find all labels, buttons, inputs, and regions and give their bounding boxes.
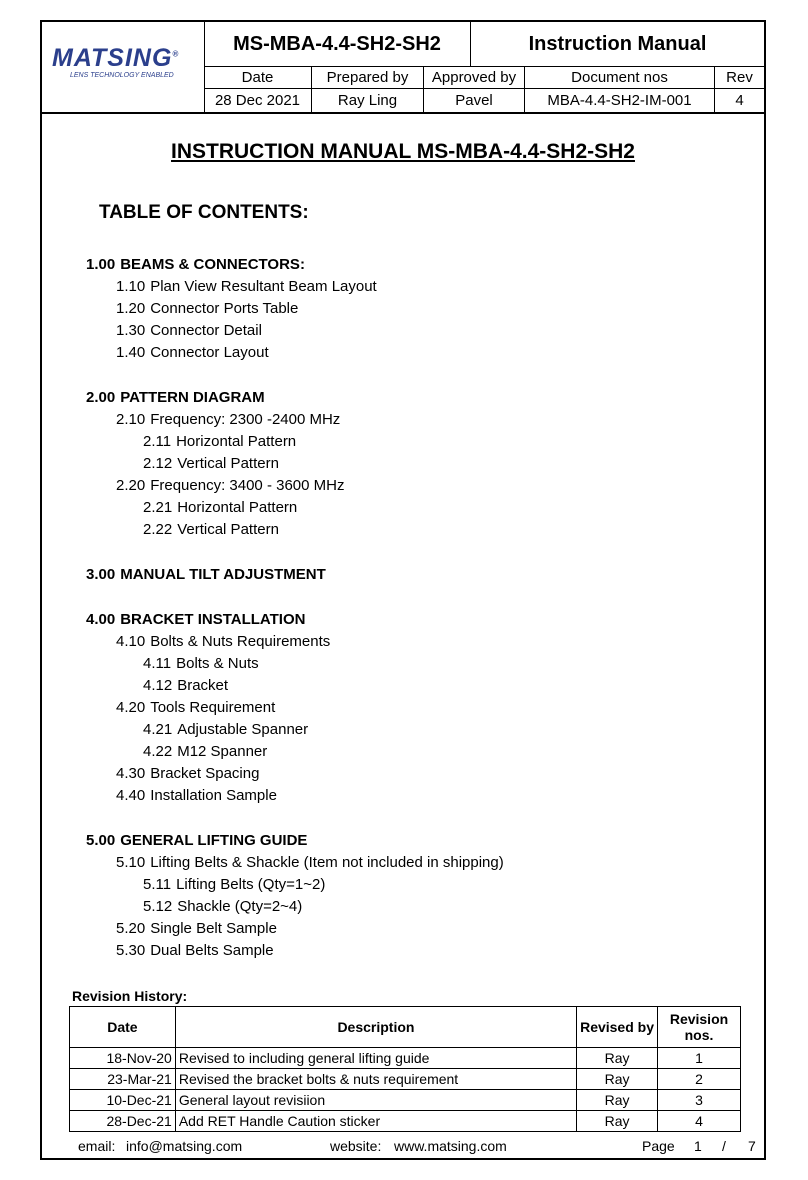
col-rev-header: Rev [715,67,764,89]
approved-by: Pavel [424,89,525,112]
toc-item-text: GENERAL LIFTING GUIDE [120,832,308,849]
toc-item-text: Bracket [177,677,229,694]
page-frame [40,20,766,1160]
rev-col-description: Description [175,1007,576,1048]
toc-item [116,854,504,871]
toc-item-text: Vertical Pattern [177,455,279,472]
rev-nos: 4 [658,1111,741,1132]
toc-item-number: 3.00 [86,566,116,583]
toc-item-number: 1.30 [116,322,146,339]
toc-item [116,322,262,339]
revision-number: 4 [735,92,744,109]
col-prepared-header: Prepared by [312,67,424,89]
website-link[interactable]: www.matsing.com [394,1138,507,1154]
rev-date: 10-Dec-21 [70,1090,176,1111]
toc-item [116,765,259,782]
rev-description: Revised the bracket bolts & nuts requirement [175,1069,576,1090]
toc-item [143,433,296,450]
toc-item [143,655,259,672]
toc-item [116,477,344,494]
toc-item-text: Installation Sample [150,787,277,804]
toc-item [143,677,228,694]
page-footer [42,1138,764,1158]
toc-item-text: Connector Layout [150,344,269,361]
toc-item-number: 2.20 [116,477,146,494]
toc-item [116,411,340,428]
table-row [70,1090,741,1111]
rev-nos: 3 [658,1090,741,1111]
model-title: MS-MBA-4.4-SH2-SH2 [204,22,471,67]
rev-date: 23-Mar-21 [70,1069,176,1090]
toc-item [143,455,279,472]
logo [42,22,205,112]
brand-name: MATSING [52,44,173,72]
toc-item-text: Single Belt Sample [150,920,277,937]
toc-item-number: 5.11 [143,876,172,893]
toc-item [143,499,297,516]
toc-item [143,721,308,738]
toc-item-number: 4.00 [86,611,116,628]
toc-item [116,699,275,716]
toc-item-number: 4.12 [143,677,173,694]
page-label: Page [642,1138,675,1154]
table-row [70,1048,741,1069]
toc-item [86,256,305,273]
toc-item [143,521,279,538]
col-approved-header: Approved by [424,67,525,89]
toc-item-text: Plan View Resultant Beam Layout [150,278,377,295]
toc-item-text: BEAMS & CONNECTORS: [120,256,305,273]
rev-revised-by: Ray [577,1090,658,1111]
toc-item-text: BRACKET INSTALLATION [120,611,306,628]
toc-item-number: 2.22 [143,521,173,538]
toc-item-text: Vertical Pattern [177,521,279,538]
rev-revised-by: Ray [577,1069,658,1090]
toc-item [116,300,298,317]
toc-item-text: Shackle (Qty=2~4) [177,898,303,915]
toc-item-text: Frequency: 2300 -2400 MHz [150,411,341,428]
rev-nos: 1 [658,1048,741,1069]
page-number: 1 [694,1138,702,1154]
toc-item [143,876,325,893]
col-date-header: Date [204,67,312,89]
toc-item-number: 5.00 [86,832,116,849]
toc-item-text: Bolts & Nuts Requirements [150,633,331,650]
document-number: MBA-4.4-SH2-IM-001 [525,89,715,112]
website-label: website: [330,1138,382,1154]
toc-item-text: Tools Requirement [150,699,276,716]
rev-description: General layout revisiion [175,1090,576,1111]
toc-item [116,278,377,295]
toc-item [86,566,326,583]
toc-item [86,832,307,849]
toc-item-text: Lifting Belts & Shackle (Item not included in shipping) [150,854,504,871]
doc-type-title: Instruction Manual [471,22,764,67]
toc-item-text: Horizontal Pattern [176,433,297,450]
rev-date: 18-Nov-20 [70,1048,176,1069]
registered-mark: ® [172,49,180,59]
toc-item-text: Adjustable Spanner [177,721,309,738]
toc-item-text: Connector Detail [150,322,262,339]
brand-tagline: LENS TECHNOLOGY ENABLED [70,72,174,79]
toc-item-text: Frequency: 3400 - 3600 MHz [150,477,345,494]
rev-nos: 2 [658,1069,741,1090]
email-label: email: [78,1138,116,1154]
toc-item-number: 5.30 [116,942,146,959]
toc-item-text: Lifting Belts (Qty=1~2) [176,876,326,893]
revision-history-table [69,1006,741,1132]
toc-item-number: 2.11 [143,433,172,450]
rev-revised-by: Ray [577,1111,658,1132]
rev-col-revision-nos: Revision nos. [658,1007,741,1048]
toc-item [143,898,302,915]
toc-item-number: 4.30 [116,765,146,782]
page-total: 7 [748,1138,756,1154]
toc-item-number: 1.40 [116,344,146,361]
toc-item-text: Connector Ports Table [150,300,299,317]
toc-item [143,743,267,760]
toc-item [86,389,265,406]
toc-item-number: 2.12 [143,455,173,472]
toc-item [116,920,277,937]
toc-item [116,633,330,650]
toc-item-text: Horizontal Pattern [177,499,298,516]
toc-item-number: 5.10 [116,854,146,871]
toc-item-number: 4.40 [116,787,146,804]
toc-item-number: 4.21 [143,721,173,738]
toc-item [116,344,269,361]
rev-col-date: Date [70,1007,176,1048]
page-separator: / [722,1138,726,1154]
toc-item-text: M12 Spanner [177,743,268,760]
page-title: INSTRUCTION MANUAL MS-MBA-4.4-SH2-SH2 [171,140,635,163]
document-header [42,22,764,114]
toc-item-text: PATTERN DIAGRAM [120,389,265,406]
table-row [70,1069,741,1090]
rev-description: Add RET Handle Caution sticker [175,1111,576,1132]
toc-item [86,611,305,628]
toc-item-text: Bolts & Nuts [176,655,259,672]
prepared-by: Ray Ling [312,89,424,112]
rev-description: Revised to including general lifting guide [175,1048,576,1069]
toc-item-number: 5.12 [143,898,173,915]
rev-col-revised-by: Revised by [577,1007,658,1048]
email-link[interactable]: info@matsing.com [126,1138,243,1154]
toc-item-number: 4.22 [143,743,173,760]
col-docnos-header: Document nos [525,67,715,89]
toc-item-number: 1.10 [116,278,146,295]
toc-item-number: 4.11 [143,655,172,672]
toc-item-text: MANUAL TILT ADJUSTMENT [120,566,326,583]
table-row [70,1111,741,1132]
toc-item-number: 1.20 [116,300,146,317]
doc-date: 28 Dec 2021 [204,89,312,112]
toc-item-number: 2.10 [116,411,146,428]
toc-item-number: 4.20 [116,699,146,716]
toc-item-number: 1.00 [86,256,116,273]
revision-history-title: Revision History: [72,988,188,1004]
toc-item-text: Dual Belts Sample [150,942,274,959]
toc-title: TABLE OF CONTENTS: [99,202,309,223]
toc-item-number: 4.10 [116,633,146,650]
rev-revised-by: Ray [577,1048,658,1069]
toc-item-number: 5.20 [116,920,146,937]
toc-item-number: 2.00 [86,389,116,406]
toc-item-number: 2.21 [143,499,173,516]
toc-item [116,787,277,804]
toc-item [116,942,274,959]
toc-item-text: Bracket Spacing [150,765,260,782]
rev-date: 28-Dec-21 [70,1111,176,1132]
